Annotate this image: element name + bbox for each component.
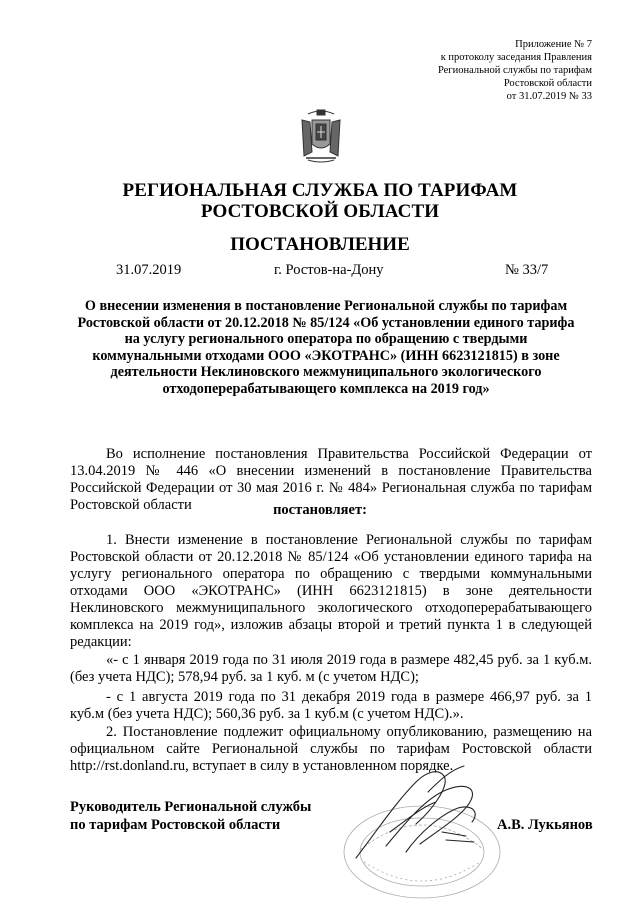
resolves-heading: постановляет: xyxy=(273,502,367,518)
signatory-name: А.В. Лукьянов xyxy=(497,817,593,833)
appendix-line: Региональной службы по тарифам xyxy=(437,65,592,76)
item-2-paragraph: 2. Постановление подлежит официальному опубликованию, размещению на официальном сайте Региональной службы по тарифам Ростовской области http://rst.donland.ru, вступает в силу в установленном порядке. xyxy=(70,724,592,774)
quote-paragraph-2: - с 1 августа 2019 года по 31 декабря 2019 года в размере 466,97 руб. за 1 куб.м (без учета НДС); 560,36 руб. за 1 куб.м (с учетом НДС).». xyxy=(70,689,592,722)
quote-paragraph-1: «- с 1 января 2019 года по 31 июля 2019 года в размере 482,45 руб. за 1 куб.м. (без учета НДС); 578,94 руб. за 1 куб. м (с учетом НДС); xyxy=(70,652,592,685)
handwritten-signature xyxy=(346,762,500,870)
signatory-role-line2: по тарифам Ростовской области xyxy=(70,817,281,833)
appendix-line: Приложение № 7 xyxy=(515,39,592,50)
org-name-line1: РЕГИОНАЛЬНАЯ СЛУЖБА ПО ТАРИФАМ xyxy=(122,180,518,201)
signatory-role-line1: Руководитель Региональной службы xyxy=(70,799,312,815)
org-name-line2: РОСТОВСКОЙ ОБЛАСТИ xyxy=(200,201,440,222)
item-1-paragraph: 1. Внести изменение в постановление Региональной службы по тарифам Ростовской области от 20.12.2018 № 85/124 «Об установлении единого тарифа на услугу регионального оператора по обращению с твердыми коммунальными отходами ООО «ЭКОТРАНС» (ИНН 6623121815) в зоне деятельности Неклиновского межмуниципального экологического отходоперерабатывающего комплекса на 2019 год», изложив абзацы второй и третий пункта 1 в следующей редакции: xyxy=(70,532,592,650)
appendix-note xyxy=(352,38,592,103)
document-date: 31.07.2019 xyxy=(116,262,182,278)
document-place: г. Ростов-на-Дону xyxy=(274,262,384,278)
coat-of-arms-icon xyxy=(298,108,344,164)
signatory-role xyxy=(70,798,311,834)
intro-paragraph: Во исполнение постановления Правительства Российской Федерации от 13.04.2019 № 446 «О внесении изменений в постановление Правительства Российской Федерации от 30 мая 2016 г. № 484» Региональная служба по тарифам Ростовской области xyxy=(70,446,592,513)
appendix-line: к протоколу заседания Правления xyxy=(440,52,592,63)
appendix-line: Ростовской области xyxy=(503,78,592,89)
document-subject: О внесении изменения в постановление Региональной службы по тарифам Ростовской области от 20.12.2018 № 85/124 «Об установлении единого тарифа на услугу регионального оператора по обращению с твердыми коммунальными отходами ООО «ЭКОТРАНС» (ИНН 6623121815) в зоне деятельности Неклиновского межмуниципального экологического отходоперерабатывающего комплекса на 2019 год» xyxy=(77,298,575,397)
document-type: ПОСТАНОВЛЕНИЕ xyxy=(230,234,410,255)
document-number: № 33/7 xyxy=(505,262,549,278)
appendix-line: от 31.07.2019 № 33 xyxy=(506,91,592,102)
